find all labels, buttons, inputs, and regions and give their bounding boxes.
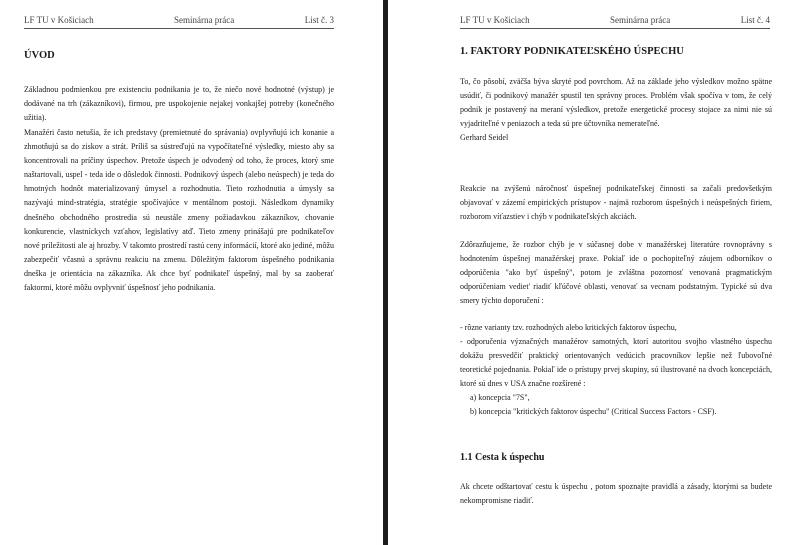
paragraph: Ak chcete odštartovať cestu k úspechu , potom spoznajte pravidlá a zásady, ktorými sa budete nekompromisne riadiť. xyxy=(460,482,772,506)
epigraph-text: To, čo pôsobí, zväčša býva skryté pod povrchom. Až na základe jeho výsledkov možno spätne usúdiť, či podnikový manažér spustil ten správny proces. Problém však spočíva v tom, že celý podnik je postavený na meraní výsledkov, pretože energetické procesy stojace za nimi nie sú vyjadriteľné v peniazoch a teda sú pre účtovníka nemerateľné. xyxy=(460,77,772,129)
header-page-number: List č. 4 xyxy=(740,15,770,25)
paragraph: Manažéri často netušia, že ich predstavy (premietnuté do správania) ovplyvňujú ich konanie a zhmotňujú sa do ziskov a strát. Príliš sa sústreďujú na vypočítateľné výsledky, miesto aby sa koncentrovali na príčiny úspechov. Pretože úspech je odvodený od toho, že proces, ktorý sme naštartovali, uspel - teda ide o dôsledok činnosti. Podnikový úspech (alebo neúspech) je teda do hmotných hodnôt materializovaný úmysel a rozhodnutia. Tieto rozhodnutia a úmysly sa nazývajú mind-stratégia, stratégie spočívajúce v mentálnom postoji. Následkom dynamiky dnešného obchodného prostredia sú neustále zmeny požiadavkou zákazníkov, chovanie konkurencie, vlastníckych vzťahov, legislatívy atď. Tieto zmeny prinášajú pre podnikateľov nové príležitosti ale aj hrozby. V takomto prostredí rastú ceny informácií, ktoré ako jediné, môžu zabezpečiť včasnú a správnu reakciu na zmenu. Dôležitým faktorom úspešného podnikania dneška je orientácia na zákazníka. Ak chce byť podnikateľ úspešný, mal by sa zaoberať faktormi, ktoré môžu ovplyvniť úspešnosť jeho podnikania. xyxy=(24,128,334,293)
subsection-heading: 1.1 Cesta k úspechu xyxy=(460,452,545,463)
page-header xyxy=(24,15,334,29)
bullet-text: - rôzne varianty tzv. rozhodných alebo kritických faktorov úspechu, xyxy=(460,323,677,332)
paragraph: Zdôrazňujeme, že rozbor chýb je v súčasnej dobe v manažérskej literatúre rovnoprávny s hodnotením úspešnej manažérskej praxe. Pokiaľ ide o pochopiteľný záujem odborníkov o odporúčenia "ako byť úspešný", potom je zvláštna pozornosť venovaná pragmatickým odporúčeniam vediet' riadiť kľúčové oblasti, venovať sa vecnam podstatným. Typické sú dva smery týchto doporučení : xyxy=(460,240,772,306)
sub-item-a: a) koncepcia "7S", xyxy=(470,393,530,402)
header-institution: LF TU v Košiciach xyxy=(24,15,94,25)
header-institution: LF TU v Košiciach xyxy=(460,15,530,25)
body-paragraph xyxy=(460,238,772,308)
list-item xyxy=(460,321,772,335)
body-paragraph xyxy=(460,182,772,224)
body-paragraph xyxy=(24,126,334,295)
list-item xyxy=(460,335,772,391)
epigraph xyxy=(460,75,772,145)
paragraph: Reakcie na zvýšenú náročnosť úspešnej podnikateľskej činnosti sa začali predovšetkým objavovať v zázemí empirických prístupov - najmä rozborom úspešných i neúspešných firiem, rozborom víťazstiev i chýb v podnikateľských akciách. xyxy=(460,184,772,222)
page-left xyxy=(0,0,383,545)
chapter-heading: 1. FAKTORY PODNIKATEĽSKÉHO ÚSPECHU xyxy=(460,46,684,57)
sub-item-b: b) koncepcia "kritických faktorov úspechu" (Critical Success Factors - CSF). xyxy=(470,407,717,416)
header-doc-type: Seminárna práca xyxy=(174,15,235,25)
epigraph-author: Gerhard Seidel xyxy=(460,133,509,143)
page-right xyxy=(388,0,800,545)
page-header xyxy=(460,15,770,29)
section-heading: ÚVOD xyxy=(24,50,55,61)
intro-paragraph xyxy=(24,83,334,125)
body-paragraph xyxy=(460,480,772,508)
header-doc-type: Seminárna práca xyxy=(610,15,671,25)
header-page-number: List č. 3 xyxy=(304,15,334,25)
bullet-text: - odporučenia význačných manažérov samotných, ktorí autoritou svojho vlastného úspechu dokážu presvedčiť praktický orientovaných vedúcich pracovníkov lepšie než ľubovoľné teoretické pojednania. Pokiaľ ide o prístupy prvej skupiny, sú ilustrované na dvoch koncepciách, ktoré sú dnes v USA značne rozšírené : xyxy=(460,337,772,389)
paragraph: Základnou podmienkou pre existenciu podnikania je to, že niečo nové hodnotné (výstup) je dodávané na trh (zákazníkovi), firmou, pre uspokojenie nejakej vonkajšej potreby (konečného užitia). xyxy=(24,85,334,123)
